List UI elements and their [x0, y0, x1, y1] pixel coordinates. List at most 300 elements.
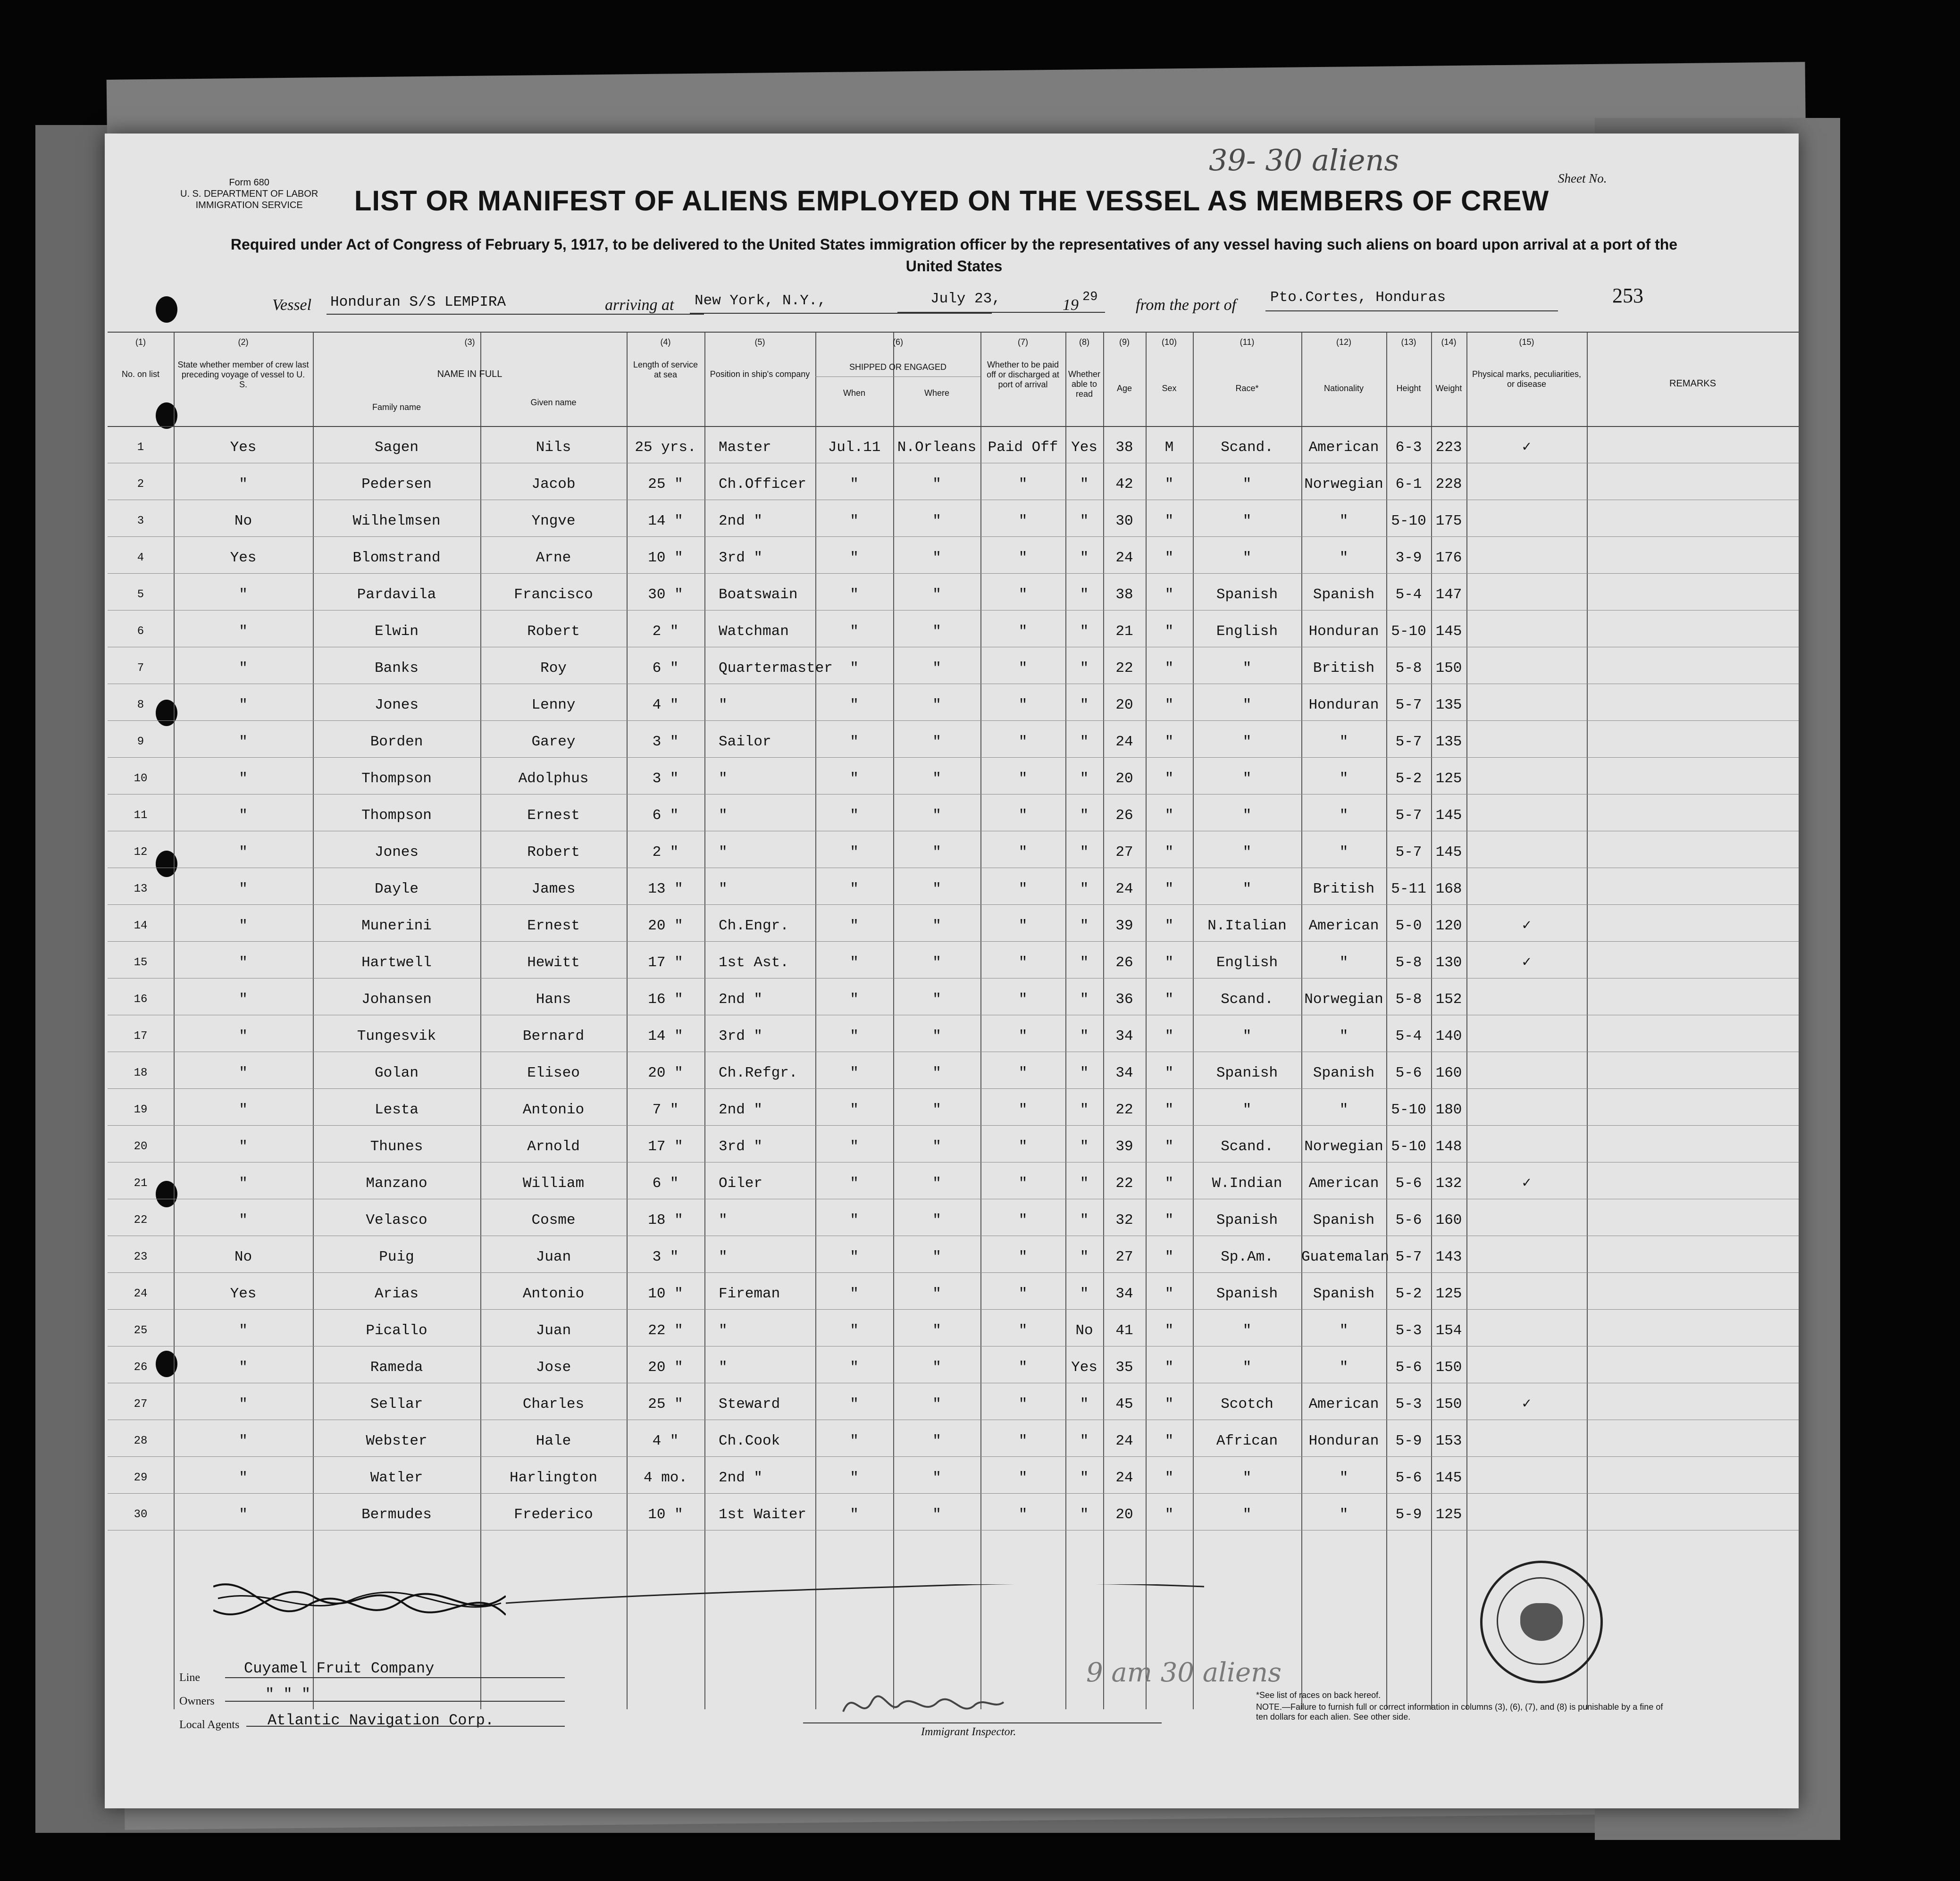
cell-service: 25 yrs.	[635, 439, 696, 456]
cell-age: 34	[1115, 1286, 1133, 1302]
cell-prev: "	[239, 1175, 248, 1192]
cell-nationality: "	[1339, 807, 1349, 824]
cell-race: Scand.	[1221, 1138, 1273, 1155]
cell-sex: "	[1164, 1065, 1174, 1081]
cell-paid: Paid Off	[988, 439, 1058, 456]
cell-when: "	[850, 1249, 859, 1265]
cell-age: 36	[1115, 991, 1133, 1008]
cell-nationality: Guatemalan	[1301, 1249, 1390, 1265]
cell-sex: "	[1164, 1359, 1174, 1376]
cell-where: "	[932, 770, 941, 787]
cell-read: "	[1080, 1506, 1089, 1523]
cell-position: Ch.Engr.	[719, 918, 789, 934]
table-row	[108, 1199, 1799, 1236]
cell-weight: 176	[1435, 550, 1462, 566]
cell-where: "	[932, 1433, 941, 1449]
cell-sex: "	[1164, 954, 1174, 971]
table-row	[108, 1162, 1799, 1199]
cell-read: "	[1080, 1102, 1089, 1118]
cell-nationality: "	[1339, 734, 1349, 750]
cell-race: Spanish	[1216, 1065, 1278, 1081]
cell-family: Velasco	[366, 1212, 427, 1229]
vessel-name: Honduran S/S LEMPIRA	[330, 294, 506, 310]
owners-value: " " "	[265, 1686, 311, 1703]
cell-when: "	[850, 881, 859, 897]
cell-when: "	[850, 1506, 859, 1523]
header-able-to-read: Whether able to read	[1068, 369, 1101, 399]
cell-family: Puig	[379, 1249, 414, 1265]
cell-when: "	[850, 991, 859, 1008]
cell-position: Ch.Officer	[719, 476, 807, 493]
cell-read: Yes	[1071, 439, 1097, 456]
cell-position: Steward	[719, 1396, 780, 1413]
cell-service: 14 "	[648, 1028, 683, 1045]
cell-race: "	[1242, 1506, 1252, 1523]
table-row	[108, 1456, 1799, 1493]
cell-height: 5-2	[1395, 1286, 1422, 1302]
cell-weight: 153	[1435, 1433, 1462, 1449]
cell-race: Spanish	[1216, 1286, 1278, 1302]
cell-weight: 135	[1435, 734, 1462, 750]
cell-race: "	[1242, 476, 1252, 493]
cell-service: 20 "	[648, 1065, 683, 1081]
cell-sex: "	[1164, 807, 1174, 824]
cell-height: 5-4	[1395, 1028, 1422, 1045]
cell-age: 27	[1115, 1249, 1133, 1265]
table-row	[108, 794, 1799, 831]
cell-no: 9	[137, 736, 144, 748]
table-row	[108, 978, 1799, 1015]
cell-given: Jacob	[531, 476, 576, 493]
cell-no: 5	[137, 588, 144, 601]
cell-prev: "	[239, 1138, 248, 1155]
cell-sex: "	[1164, 1286, 1174, 1302]
column-number: (5)	[754, 337, 765, 347]
cell-weight: 132	[1435, 1175, 1462, 1192]
cell-prev: "	[239, 586, 248, 603]
table-row	[108, 1015, 1799, 1052]
cell-service: 7 "	[652, 1102, 679, 1118]
arrival-date: July 23,	[930, 291, 1001, 307]
column-number: (12)	[1336, 337, 1351, 347]
cell-paid: "	[1018, 1249, 1028, 1265]
cell-sex: "	[1164, 1433, 1174, 1449]
cell-given: Arne	[536, 550, 571, 566]
cell-sex: "	[1164, 1028, 1174, 1045]
cell-race: "	[1242, 550, 1252, 566]
header-position: Position in ship's company	[710, 369, 810, 379]
header-given-name: Given name	[530, 398, 577, 407]
cell-paid: "	[1018, 954, 1028, 971]
form-label: Form 680	[229, 177, 269, 188]
cell-no: 26	[134, 1361, 148, 1374]
cell-when: "	[850, 697, 859, 713]
cell-age: 45	[1115, 1396, 1133, 1413]
cell-nationality: American	[1308, 1396, 1379, 1413]
cell-prev: "	[239, 770, 248, 787]
cell-position: Watchman	[719, 623, 789, 640]
cell-weight: 120	[1435, 918, 1462, 934]
cell-family: Pedersen	[361, 476, 432, 493]
cell-given: Frederico	[514, 1506, 593, 1523]
cell-position: Boatswain	[719, 586, 798, 603]
cell-sex: "	[1164, 1102, 1174, 1118]
cell-age: 32	[1115, 1212, 1133, 1229]
cell-no: 7	[137, 662, 144, 675]
cell-given: Ernest	[527, 807, 580, 824]
cell-age: 41	[1115, 1322, 1133, 1339]
cell-prev: No	[234, 1249, 252, 1265]
vessel-label: Vessel	[272, 296, 312, 314]
cell-given: Jose	[536, 1359, 571, 1376]
cell-no: 4	[137, 552, 144, 564]
cell-service: 6 "	[652, 1175, 679, 1192]
cell-paid: "	[1018, 1506, 1028, 1523]
cell-sex: M	[1164, 439, 1174, 456]
cell-age: 39	[1115, 1138, 1133, 1155]
cell-service: 25 "	[648, 476, 683, 493]
cell-when: "	[850, 1396, 859, 1413]
cell-no: 1	[137, 441, 144, 454]
cell-position: Oiler	[719, 1175, 763, 1192]
cell-weight: 223	[1435, 439, 1462, 456]
cell-read: "	[1080, 697, 1089, 713]
cell-position: 1st Waiter	[719, 1506, 807, 1523]
cell-sex: "	[1164, 1138, 1174, 1155]
cell-prev: "	[239, 734, 248, 750]
cell-given: Antonio	[522, 1102, 585, 1118]
cell-read: "	[1080, 991, 1089, 1008]
table-row	[108, 500, 1799, 536]
cell-no: 8	[137, 699, 144, 711]
cell-read: "	[1080, 476, 1089, 493]
cell-family: Wilhelmsen	[352, 513, 441, 529]
cell-race: Scand.	[1221, 991, 1273, 1008]
cell-height: 5-6	[1395, 1175, 1422, 1192]
cell-read: "	[1080, 918, 1089, 934]
cell-paid: "	[1018, 1028, 1028, 1045]
cell-read: "	[1080, 1028, 1089, 1045]
column-number: (9)	[1119, 337, 1130, 347]
cell-paid: "	[1018, 660, 1028, 677]
cell-family: Arias	[374, 1286, 419, 1302]
cell-sex: "	[1164, 1506, 1174, 1523]
cell-where: "	[932, 586, 941, 603]
cell-paid: "	[1018, 476, 1028, 493]
cell-height: 3-9	[1395, 550, 1422, 566]
cell-read: "	[1080, 1065, 1089, 1081]
cell-sex: "	[1164, 991, 1174, 1008]
cell-paid: "	[1018, 1433, 1028, 1449]
cell-service: 17 "	[648, 954, 683, 971]
cell-where: "	[932, 550, 941, 566]
cell-where: "	[932, 513, 941, 529]
cell-read: "	[1080, 1396, 1089, 1413]
cell-where: "	[932, 697, 941, 713]
cell-service: 25 "	[648, 1396, 683, 1413]
cell-family: Banks	[374, 660, 419, 677]
cell-height: 6-3	[1395, 439, 1422, 456]
cell-service: 30 "	[648, 586, 683, 603]
cell-race: Spanish	[1216, 1212, 1278, 1229]
cell-where: "	[932, 954, 941, 971]
cell-when: "	[850, 1359, 859, 1376]
cell-where: "	[932, 476, 941, 493]
cell-given: Robert	[527, 623, 580, 640]
cell-where: "	[932, 623, 941, 640]
cell-position: Sailor	[719, 734, 771, 750]
cell-family: Sagen	[374, 439, 419, 456]
cell-paid: "	[1018, 513, 1028, 529]
cell-no: 22	[134, 1214, 148, 1227]
cell-given: Lenny	[531, 697, 576, 713]
cell-given: Juan	[536, 1249, 571, 1265]
cell-position: "	[719, 807, 728, 824]
cell-prev: "	[239, 1470, 248, 1486]
cell-given: Hale	[536, 1433, 571, 1449]
cell-read: "	[1080, 954, 1089, 971]
cell-nationality: "	[1339, 1506, 1349, 1523]
cell-weight: 147	[1435, 586, 1462, 603]
cell-sex: "	[1164, 623, 1174, 640]
cell-race: "	[1242, 770, 1252, 787]
cell-read: No	[1075, 1322, 1093, 1339]
column-number: (13)	[1401, 337, 1416, 347]
cell-weight: 154	[1435, 1322, 1462, 1339]
cell-prev: "	[239, 1212, 248, 1229]
cell-paid: "	[1018, 1322, 1028, 1339]
cell-weight: 130	[1435, 954, 1462, 971]
cell-family: Pardavila	[357, 586, 436, 603]
cell-weight: 175	[1435, 513, 1462, 529]
cell-read: "	[1080, 623, 1089, 640]
cell-service: 20 "	[648, 918, 683, 934]
column-number: (11)	[1240, 337, 1255, 347]
cell-given: Charles	[522, 1396, 585, 1413]
column-number: (15)	[1519, 337, 1534, 347]
cell-where: "	[932, 1396, 941, 1413]
cell-weight: 125	[1435, 1286, 1462, 1302]
cell-when: "	[850, 1470, 859, 1486]
cell-height: 5-3	[1395, 1322, 1422, 1339]
sheet-no-label: Sheet No.	[1558, 171, 1607, 185]
line-label: Line	[179, 1672, 200, 1684]
cell-given: James	[531, 881, 576, 897]
cell-family: Johansen	[361, 991, 432, 1008]
cell-marks: ✓	[1522, 439, 1531, 456]
cell-weight: 150	[1435, 660, 1462, 677]
header-shipped-or-engaged: SHIPPED OR ENGAGED	[849, 362, 947, 372]
cell-no: 14	[134, 920, 148, 932]
cell-no: 17	[134, 1030, 148, 1043]
cell-nationality: American	[1308, 439, 1379, 456]
cell-read: "	[1080, 881, 1089, 897]
cell-position: 3rd "	[719, 1138, 763, 1155]
cell-race: "	[1242, 881, 1252, 897]
cell-nationality: Norwegian	[1304, 1138, 1383, 1155]
cell-read: "	[1080, 513, 1089, 529]
column-number: (14)	[1441, 337, 1457, 347]
cell-height: 5-9	[1395, 1506, 1422, 1523]
cell-paid: "	[1018, 991, 1028, 1008]
cell-race: Scand.	[1221, 439, 1273, 456]
cell-prev: Yes	[230, 550, 257, 566]
cell-no: 24	[134, 1287, 148, 1300]
table-row	[108, 1125, 1799, 1162]
cell-read: "	[1080, 844, 1089, 861]
cell-prev: Yes	[230, 1286, 257, 1302]
cell-age: 20	[1115, 697, 1133, 713]
cell-sex: "	[1164, 1175, 1174, 1192]
cell-position: "	[719, 1212, 728, 1229]
cell-service: 10 "	[648, 1286, 683, 1302]
cell-position: Master	[719, 439, 771, 456]
cell-weight: 145	[1435, 807, 1462, 824]
cell-weight: 148	[1435, 1138, 1462, 1155]
cell-weight: 143	[1435, 1249, 1462, 1265]
agents-value: Atlantic Navigation Corp.	[268, 1712, 494, 1729]
cell-where: "	[932, 1286, 941, 1302]
cell-where: "	[932, 1359, 941, 1376]
cell-given: Harlington	[509, 1470, 598, 1486]
cell-no: 6	[137, 625, 144, 638]
cell-sex: "	[1164, 1249, 1174, 1265]
table-row	[108, 1088, 1799, 1125]
cell-height: 5-9	[1395, 1433, 1422, 1449]
cell-service: 14 "	[648, 513, 683, 529]
cell-family: Manzano	[366, 1175, 427, 1192]
cell-height: 5-6	[1395, 1065, 1422, 1081]
cell-race: "	[1242, 1028, 1252, 1045]
penalty-note: NOTE.—Failure to furnish full or correct information in columns (3), (6), (7), and (8) is punishable by a fine of ten dollars for each alien. See other side.	[1256, 1702, 1663, 1722]
cell-position: Ch.Cook	[719, 1433, 780, 1449]
cell-when: "	[850, 476, 859, 493]
cell-height: 5-6	[1395, 1359, 1422, 1376]
cell-prev: "	[239, 807, 248, 824]
cell-race: "	[1242, 660, 1252, 677]
header-race: Race*	[1235, 384, 1259, 393]
cell-weight: 145	[1435, 623, 1462, 640]
cell-age: 20	[1115, 1506, 1133, 1523]
cell-given: Nils	[536, 439, 571, 456]
table-row	[108, 1236, 1799, 1272]
cell-service: 4 "	[652, 1433, 679, 1449]
cell-paid: "	[1018, 1175, 1028, 1192]
header-physical-marks: Physical marks, peculiarities, or disease	[1472, 369, 1582, 389]
cell-height: 5-8	[1395, 991, 1422, 1008]
table-row	[108, 1346, 1799, 1383]
header-family-name: Family name	[372, 402, 421, 412]
cell-position: 3rd "	[719, 1028, 763, 1045]
cell-read: "	[1080, 1470, 1089, 1486]
cancellation-scribble	[213, 1577, 506, 1629]
cell-where: "	[932, 881, 941, 897]
column-number: (3)	[464, 337, 475, 347]
cell-when: "	[850, 1212, 859, 1229]
cell-given: Ernest	[527, 918, 580, 934]
departure-port: Pto.Cortes, Honduras	[1270, 289, 1446, 306]
cell-paid: "	[1018, 770, 1028, 787]
cell-service: 6 "	[652, 807, 679, 824]
cell-prev: "	[239, 1102, 248, 1118]
cell-family: Dayle	[374, 881, 419, 897]
cell-prev: "	[239, 1065, 248, 1081]
cell-read: "	[1080, 770, 1089, 787]
cell-family: Thompson	[361, 807, 432, 824]
cell-height: 5-10	[1391, 1102, 1426, 1118]
header-previous-voyage: State whether member of crew last preceding voyage of vessel to U. S.	[177, 360, 309, 389]
cell-position: "	[719, 1359, 728, 1376]
cell-where: N.Orleans	[897, 439, 977, 456]
cell-when: "	[850, 623, 859, 640]
cell-no: 16	[134, 993, 148, 1006]
cell-sex: "	[1164, 1322, 1174, 1339]
column-number: (7)	[1018, 337, 1028, 347]
cell-race: "	[1242, 734, 1252, 750]
cell-marks: ✓	[1522, 1175, 1531, 1192]
cell-weight: 152	[1435, 991, 1462, 1008]
cell-read: "	[1080, 1212, 1089, 1229]
cell-height: 5-10	[1391, 1138, 1426, 1155]
cell-no: 20	[134, 1140, 148, 1153]
table-row	[108, 757, 1799, 794]
cell-where: "	[932, 807, 941, 824]
cell-paid: "	[1018, 586, 1028, 603]
cell-nationality: British	[1313, 660, 1375, 677]
cell-when: "	[850, 550, 859, 566]
cell-sex: "	[1164, 734, 1174, 750]
cell-where: "	[932, 918, 941, 934]
cell-no: 23	[134, 1251, 148, 1263]
cell-family: Tungesvik	[357, 1028, 436, 1045]
cell-given: Francisco	[514, 586, 593, 603]
cancellation-line	[506, 1584, 1204, 1617]
cell-read: "	[1080, 660, 1089, 677]
cell-where: "	[932, 844, 941, 861]
cell-prev: "	[239, 918, 248, 934]
page-subtitle: Required under Act of Congress of February 5, 1917, to be delivered to the United States immigration officer by the representatives of any vessel having such aliens on board upon arrival at a port of the United States	[230, 236, 1678, 275]
table-row	[108, 536, 1799, 573]
table-row	[108, 720, 1799, 757]
cell-where: "	[932, 660, 941, 677]
cell-nationality: Norwegian	[1304, 476, 1383, 493]
cell-no: 30	[134, 1508, 148, 1521]
cell-family: Rameda	[370, 1359, 423, 1376]
cell-prev: "	[239, 991, 248, 1008]
cell-height: 5-7	[1395, 1249, 1422, 1265]
cell-age: 22	[1115, 660, 1133, 677]
cell-sex: "	[1164, 918, 1174, 934]
cell-given: Hans	[536, 991, 571, 1008]
cell-given: Adolphus	[518, 770, 589, 787]
year-suffix: 29	[1082, 290, 1098, 304]
cell-family: Thompson	[361, 770, 432, 787]
cell-age: 30	[1115, 513, 1133, 529]
handwritten-alien-count: 39- 30 aliens	[1209, 143, 1399, 177]
cell-given: Robert	[527, 844, 580, 861]
cell-where: "	[932, 1212, 941, 1229]
consulate-stamp	[1480, 1561, 1603, 1683]
column-number: (4)	[660, 337, 671, 347]
cell-age: 22	[1115, 1175, 1133, 1192]
cell-sex: "	[1164, 1212, 1174, 1229]
cell-where: "	[932, 1322, 941, 1339]
cell-race: English	[1216, 623, 1278, 640]
cell-family: Blomstrand	[352, 550, 441, 566]
cell-race: W.Indian	[1212, 1175, 1282, 1192]
cell-family: Borden	[370, 734, 423, 750]
cell-nationality: "	[1339, 770, 1349, 787]
